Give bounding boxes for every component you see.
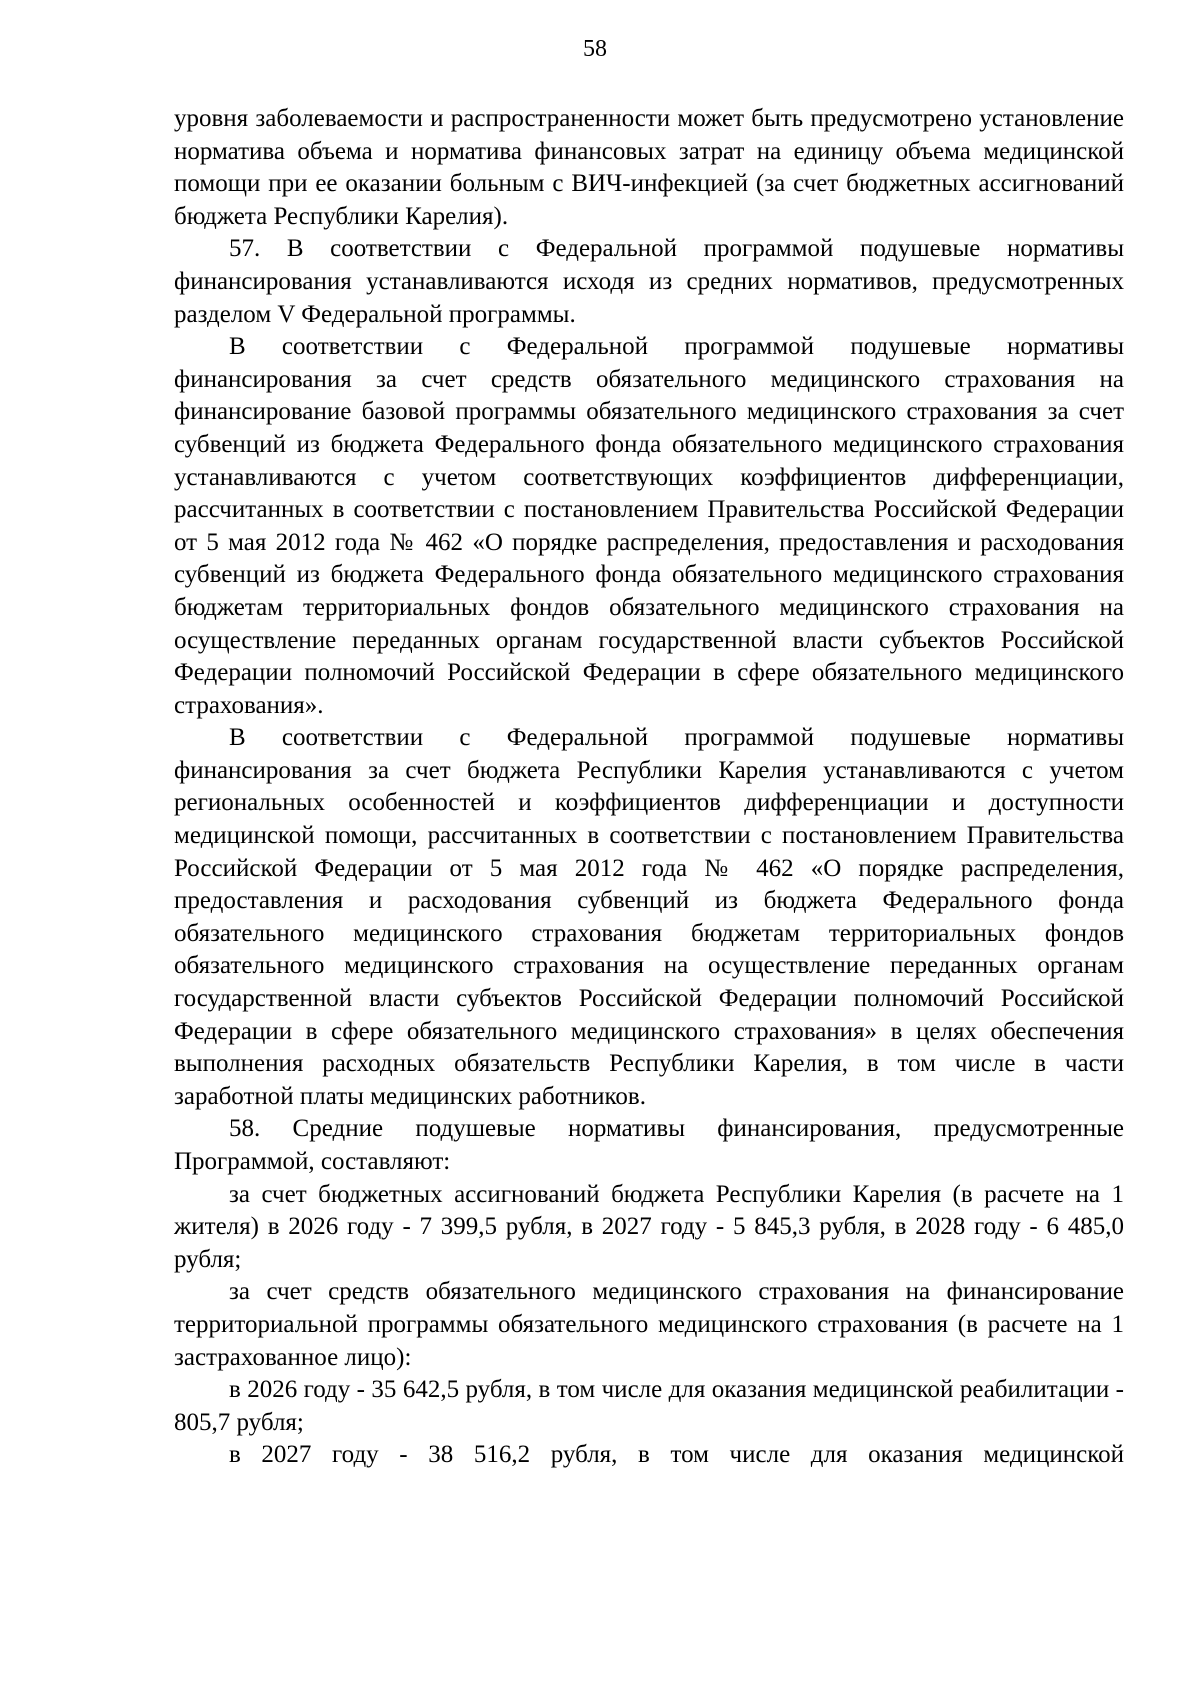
paragraph-oms-per-insured: за счет средств обязательного медицинского страхования на финансирование территориальной программы обязательного медицинского страхования (в расчете на 1 застрахованное лицо):	[174, 1278, 1124, 1371]
page-number: 58	[583, 36, 607, 62]
paragraph-budget-coefficients: В соответствии с Федеральной программой подушевые нормативы финансирования за счет бюджета Республики Карелия устанавливаются с учетом региональных особенностей и коэффициентов дифференциации и доступности медицинской помощи, рассчитанных в соответствии с постановлением Правительства Российской Федерации от 5 мая 2012 года № 462 «О порядке распределения, предоставления и расходования субвенций из бюджета Федерального фонда обязательного медицинского страхования бюджетам территориальных фондов обязательного медицинского страхования на осуществление переданных органам государственной власти субъектов Российской Федерации полномочий Российской Федерации в сфере обязательного медицинского страхования» в целях обеспечения выполнения расходных обязательств Республики Карелия, в том числе в части заработной платы медицинских работников.	[174, 724, 1124, 1110]
paragraph-budget-per-capita: за счет бюджетных ассигнований бюджета Республики Карелия (в расчете на 1 жителя) в 2026 году - 7 399,5 рубля, в 2027 году - 5 845,3 рубля, в 2028 году - 6 485,0 рубля;	[174, 1180, 1124, 1273]
paragraph-oms-coefficients: В соответствии с Федеральной программой подушевые нормативы финансирования за счет средств обязательного медицинского страхования на финансирование базовой программы обязательного медицинского страхования за счет субвенций из бюджета Федерального фонда обязательного медицинского страхования устанавливаются с учетом соответствующих коэффициентов дифференциации, рассчитанных в соответствии с постановлением Правительства Российской Федерации от 5 мая 2012 года № 462 «О порядке распределения, предоставления и расходования субвенций из бюджета Федерального фонда обязательного медицинского страхования бюджетам территориальных фондов обязательного медицинского страхования на осуществление переданных органам государственной власти субъектов Российской Федерации полномочий Российской Федерации в сфере обязательного медицинского страхования».	[174, 333, 1124, 719]
paragraph-58: 58. Средние подушевые нормативы финансирования, предусмотренные Программой, составляют:	[174, 1115, 1124, 1175]
paragraph-57: 57. В соответствии с Федеральной программой подушевые нормативы финансирования устанавливаются исходя из средних нормативов, предусмотренных разделом V Федеральной программы.	[174, 235, 1124, 328]
paragraph-2026-norm: в 2026 году - 35 642,5 рубля, в том числе для оказания медицинской реабилитации - 805,7 рубля;	[174, 1376, 1124, 1436]
paragraph-2027-norm: в 2027 году - 38 516,2 рубля, в том числе для оказания медицинской	[229, 1441, 1124, 1469]
document-body	[174, 103, 1124, 1472]
paragraph-continuation: уровня заболеваемости и распространенности может быть предусмотрено установление норматива объема и норматива финансовых затрат на единицу объема медицинской помощи при ее оказании больным с ВИЧ-инфекцией (за счет бюджетных ассигнований бюджета Республики Карелия).	[174, 105, 1124, 230]
